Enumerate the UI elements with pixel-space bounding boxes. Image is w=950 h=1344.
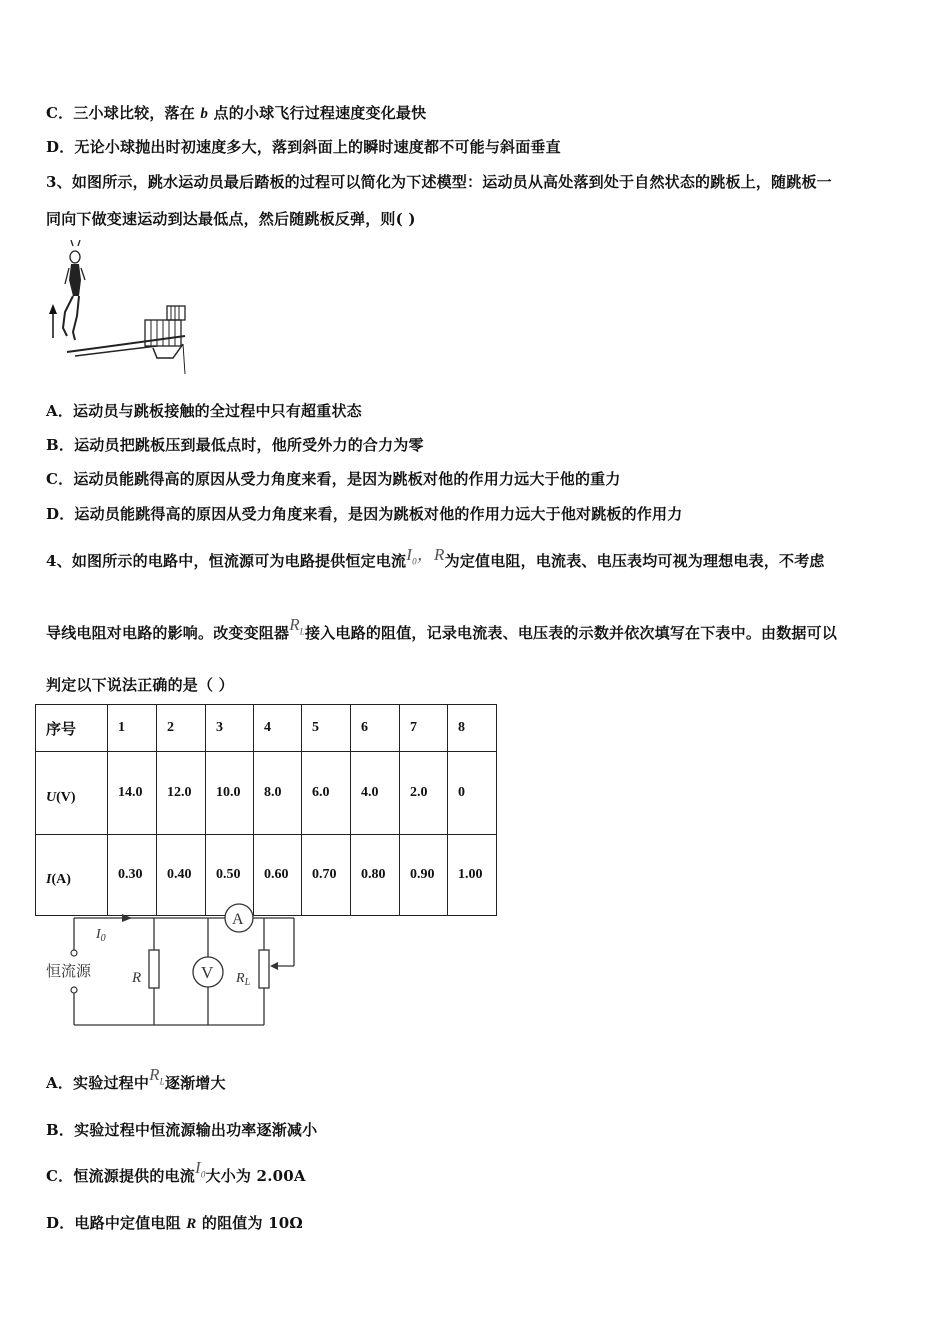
q2-option-c: C．三小球比较，落在 b 点的小球飞行过程速度变化最快: [46, 104, 427, 122]
q3-stem-line1: 3、如图所示，跳水运动员最后踏板的过程可以简化为下述模型：运动员从高处落到处于自然状态的跳板上，随跳板一: [46, 173, 832, 191]
q3-option-b: B．运动员把跳板压到最低点时，他所受外力的合力为零: [46, 436, 424, 454]
q4-option-d: D．电路中定值电阻 R 的阻值为 10Ω: [46, 1214, 303, 1232]
resistor-label: R: [132, 970, 142, 986]
q4-stem-line1: 4、如图所示的电路中，恒流源可为电路提供恒定电流$I_0$，R为定值电阻，电流表、电压表均可视为理想电表，不考虑: [46, 545, 825, 570]
current-label: I: [96, 927, 101, 942]
svg-text:RL: $R_L$: [236, 971, 251, 988]
diver-springboard-figure: [45, 240, 190, 380]
q4-option-b: B．实验过程中恒流源输出功率逐渐减小: [46, 1121, 318, 1139]
q3-option-c: C．运动员能跳得高的原因从受力角度来看，是因为跳板对他的作用力远大于他的重力: [46, 470, 621, 488]
table-row-voltage: U(V) 14.0 12.0 10.0 8.0 6.0 4.0 2.0 0: [36, 752, 497, 835]
q2-option-d: D．无论小球抛出时初速度多大，落到斜面上的瞬时速度都不可能与斜面垂直: [46, 138, 561, 156]
q3-stem-line2: 同向下做变速运动到达最低点，然后随跳板反弹，则( ): [46, 210, 416, 228]
source-label: 恒流源: [46, 962, 92, 980]
rheostat-label: R: [236, 971, 245, 986]
voltmeter-symbol: V: [201, 963, 214, 982]
measurement-table: [35, 704, 497, 916]
q3-option-a: A．运动员与跳板接触的全过程中只有超重状态: [46, 402, 362, 420]
q3-option-d: D．运动员能跳得高的原因从受力角度来看，是因为跳板对他的作用力远大于他对跳板的作用力: [46, 505, 683, 523]
q4-option-c: C．恒流源提供的电流$I_0$大小为 2.00A: [46, 1158, 306, 1185]
table-row-current: I(A) 0.30 0.40 0.50 0.60 0.70 0.80 0.90 1.00: [36, 835, 497, 916]
q4-stem-line3: 判定以下说法正确的是（ ）: [46, 676, 234, 694]
q4-stem-line2: 导线电阻对电路的影响。改变变阻器$R_L$接入电路的阻值，记录电流表、电压表的示数并依次填写在下表中。由数据可以: [46, 615, 838, 642]
q4-option-a: A．实验过程中$R_L$逐渐增大: [46, 1065, 226, 1092]
svg-text:I0: $I_0$: [96, 927, 106, 944]
circuit-diagram: [40, 898, 310, 1033]
table-row-index: 序号 1 2 3 4 5 6 7 8: [36, 705, 497, 752]
ammeter-symbol: A: [232, 911, 244, 928]
